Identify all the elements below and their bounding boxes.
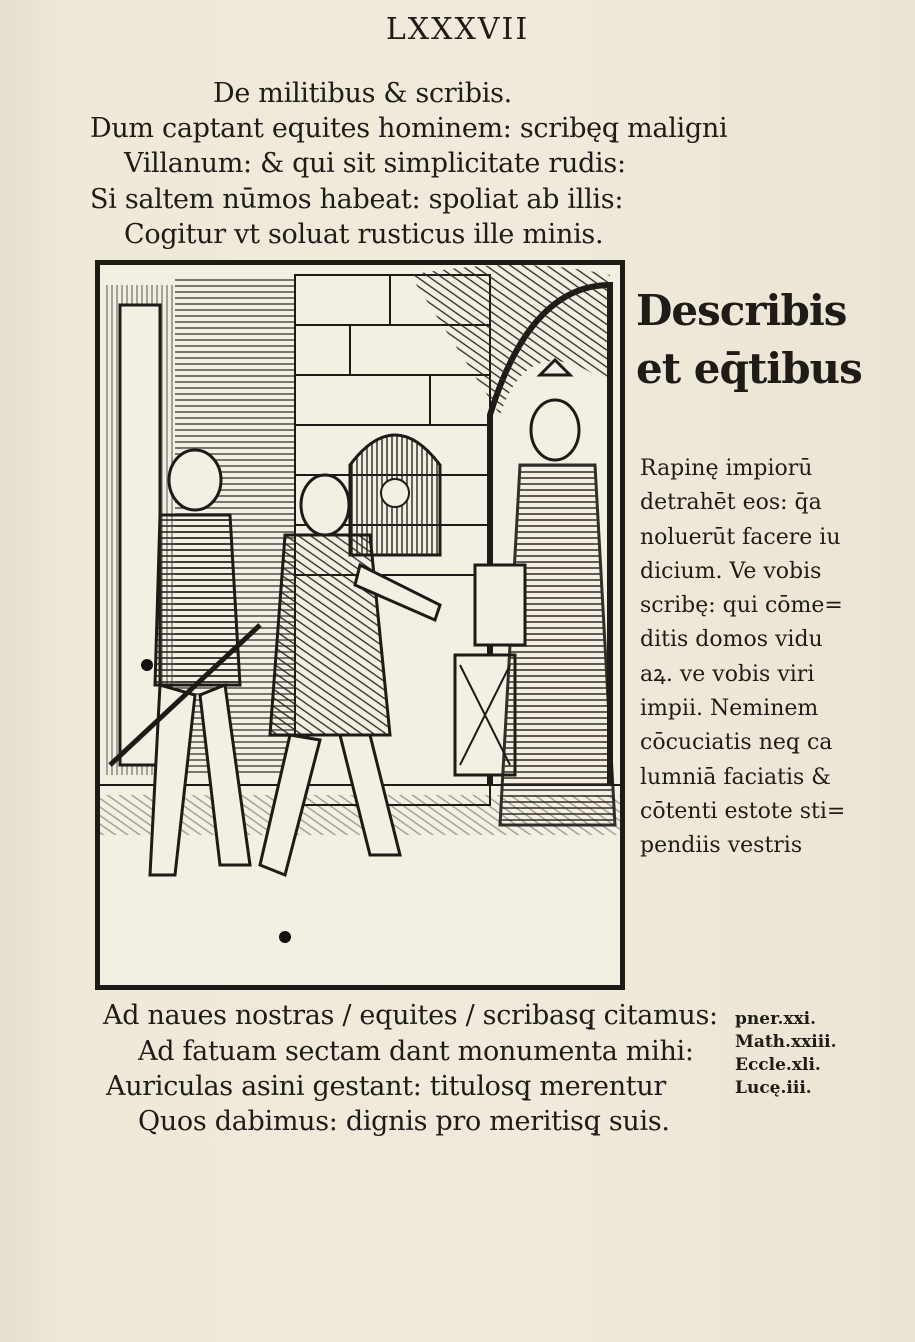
gloss-line: lumniā faciatis & — [640, 764, 831, 790]
gloss-line: aꝝ. ve vobis viri — [640, 661, 815, 687]
reference: Eccle.xli. — [735, 1055, 821, 1075]
gloss-line: detrahēt eos: q̄a — [640, 490, 822, 516]
woodcut-drawing — [100, 265, 620, 985]
reference: Lucę.iii. — [735, 1078, 812, 1098]
gloss-line: cōcuciatis neq̧ ca — [640, 730, 833, 756]
heading-line: et eq̄tibus — [636, 344, 862, 393]
gloss-line: dicium. Ve vobis — [640, 558, 822, 584]
gloss-line: pendiis vestris — [640, 833, 803, 859]
verse-line: Dum captant equites hominem: scribęq̧ maligni — [90, 113, 728, 144]
gloss-line: impii. Neminem — [640, 696, 819, 722]
verse-line: Ad fatuam sectam dant monumenta mihi: — [138, 1036, 694, 1067]
gloss-line: noluerūt facere iu — [640, 524, 841, 550]
gloss-line: scribę: qui cōme= — [640, 593, 843, 619]
heading-line: Describis — [636, 286, 847, 335]
verse-line: Ad naues nostras / equites / scribasq̧ citamus: — [103, 1000, 718, 1031]
reference: pner.xxi. — [735, 1009, 817, 1029]
folio-number: LXXXVII — [385, 12, 530, 47]
gloss-line: cōtenti estote sti= — [640, 798, 846, 824]
reference: Math.xxiii. — [735, 1032, 837, 1052]
gloss-line: Rapinę impiorū — [640, 456, 813, 481]
woodcut-illustration — [95, 260, 625, 990]
verse-line: Quos dabimus: dignis pro meritisq̧ suis. — [138, 1106, 670, 1137]
verse-line: Auriculas asini gestant: titulosq̧ merentur — [106, 1071, 667, 1102]
verse-line: Villanum: & qui sit simplicitate rudis: — [124, 148, 626, 179]
marginal-heading — [636, 282, 896, 398]
scripture-references — [735, 1008, 837, 1100]
gloss-line: ditis domos vidu — [640, 627, 823, 653]
verse-line: Cogitur vt soluat rusticus ille minis. — [124, 219, 604, 250]
verse-title: De militibus & scribis. — [213, 78, 512, 109]
verse-line: Si saltem nūmos habeat: spoliat ab illis: — [90, 184, 624, 215]
marginal-gloss — [640, 452, 900, 864]
